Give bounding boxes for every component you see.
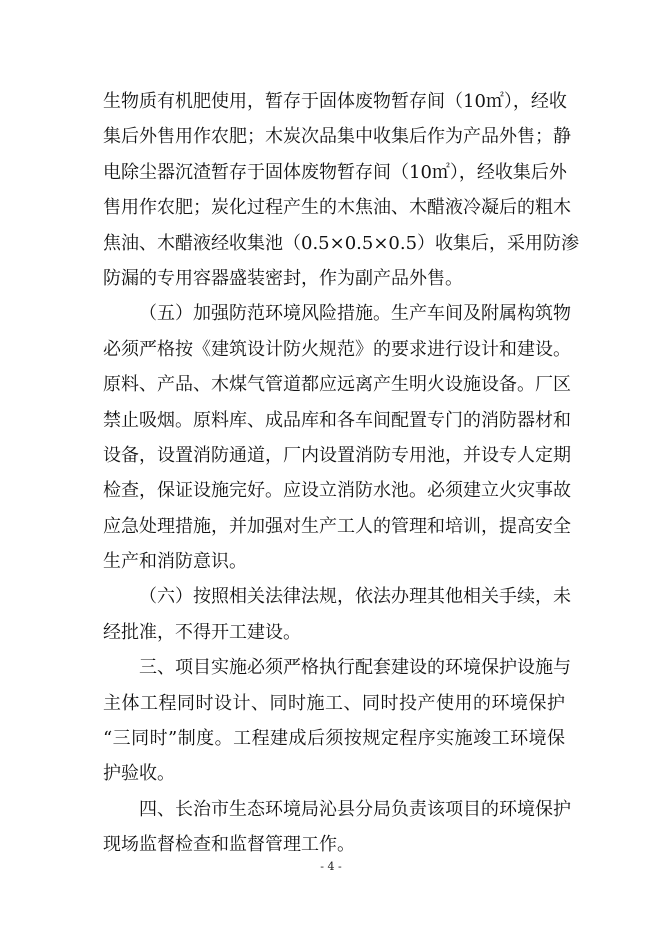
text-line: 主体工程同时设计、同时施工、同时投产使用的环境保护 xyxy=(103,692,565,714)
text-line: 禁止吸烟。原料库、成品库和各车间配置专门的消防器材和 xyxy=(103,409,571,431)
text-line: 必须严格按《建筑设计防火规范》的要求进行设计和建设。 xyxy=(103,338,571,360)
text-line: 现场监督检查和监督管理工作。 xyxy=(103,834,355,856)
text-line: （六）按照相关法律法规，依法办理其他相关手续，未 xyxy=(139,586,571,608)
paragraph-supervision xyxy=(103,792,571,863)
paragraph-legal-procedures xyxy=(103,579,571,650)
text-line: 售用作农肥；炭化过程产生的木焦油、木醋液冷凝后的粗木 xyxy=(103,197,571,219)
text-line: 生产和消防意识。 xyxy=(103,551,247,573)
text-line: 设备，设置消防通道，厂内设置消防专用池，并设专人定期 xyxy=(103,444,571,466)
text-line: 四、长治市生态环境局沁县分局负责该项目的环境保护 xyxy=(139,798,571,820)
text-line: 焦油、木醋液经收集池（0.5×0.5×0.5）收集后，采用防渗 xyxy=(103,232,580,254)
page-number: - 4 - xyxy=(320,860,342,873)
text-line: 生物质有机肥使用，暂存于固体废物暂存间（10㎡），经收 xyxy=(103,91,567,112)
text-line: 电除尘器沉渣暂存于固体废物暂存间（10㎡），经收集后外 xyxy=(103,161,567,183)
document-body xyxy=(103,84,580,863)
text-line: 原料、产品、木煤气管道都应远离产生明火设施设备。厂区 xyxy=(103,374,571,396)
text-line: 应急处理措施，并加强对生产工人的管理和培训，提高安全 xyxy=(103,515,571,537)
paragraph-risk-measures xyxy=(103,296,571,579)
paragraph-solid-waste xyxy=(103,84,580,296)
text-line: 集后外售用作农肥；木炭次品集中收集后作为产品外售；静 xyxy=(103,126,571,148)
text-line: 护验收。 xyxy=(103,763,175,785)
text-line: 经批准，不得开工建设。 xyxy=(103,621,301,643)
paragraph-three-simultaneous xyxy=(103,650,571,792)
text-line: “三同时”制度。工程建成后须按规定程序实施竣工环境保 xyxy=(103,728,565,750)
text-line: 三、项目实施必须严格执行配套建设的环境保护设施与 xyxy=(139,657,571,679)
text-line: （五）加强防范环境风险措施。生产车间及附属构筑物 xyxy=(139,303,571,325)
text-line: 检查，保证设施完好。应设立消防水池。必须建立火灾事故 xyxy=(103,480,571,502)
text-line: 防漏的专用容器盛装密封，作为副产品外售。 xyxy=(103,267,463,289)
